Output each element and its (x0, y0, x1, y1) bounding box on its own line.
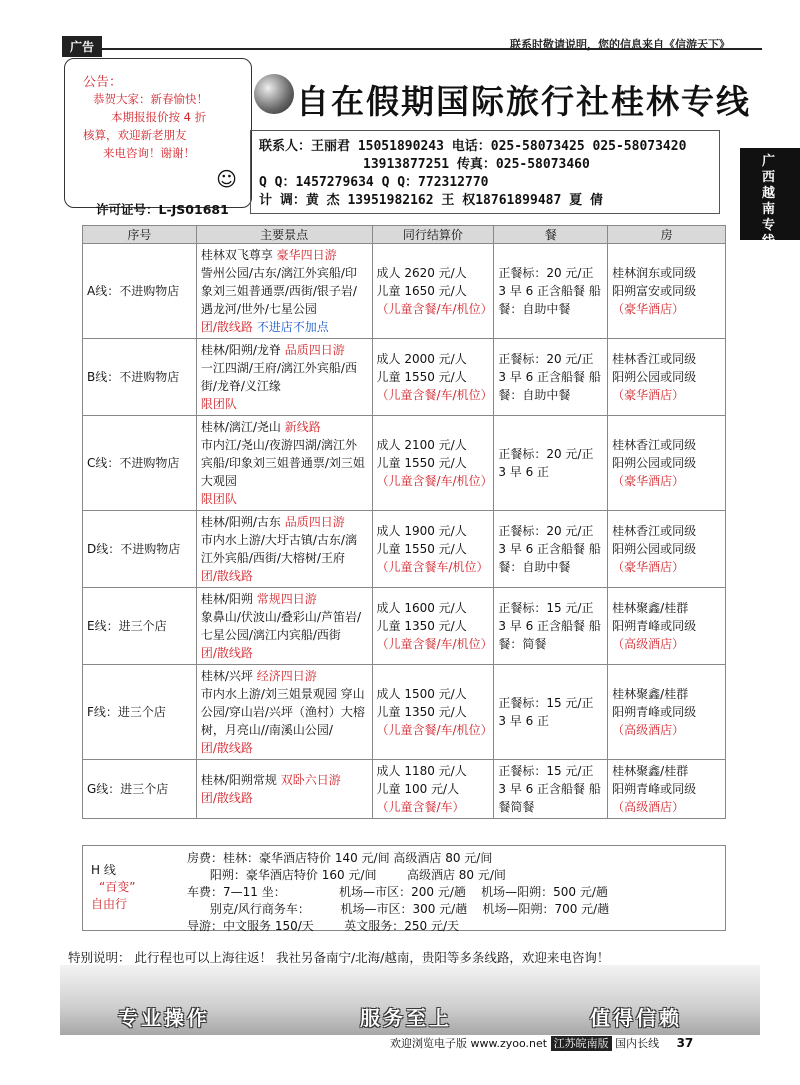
room-guilin: 桂林聚鑫/桂群 (612, 601, 689, 615)
price-note: （儿童含餐/车/机位） (376, 388, 493, 402)
agency-title: 自在假期国际旅行社桂林专线 (296, 83, 751, 120)
price-note: （儿童含餐/车/机位） (376, 302, 493, 316)
table-row (83, 665, 726, 760)
room-grade: （高级酒店） (612, 723, 685, 737)
slogan: 服务至上 (360, 1006, 452, 1030)
room-guilin: 桂林聚鑫/桂群 (612, 764, 689, 778)
spots-tag: 新线路 (284, 420, 321, 434)
route-price (372, 665, 494, 760)
route-meal (494, 339, 608, 416)
route-price (372, 760, 494, 819)
spots-tail: 团/散线路 (200, 320, 253, 334)
notice-line: 来电咨询！谢谢！ (103, 146, 195, 160)
route-line (83, 588, 197, 665)
price-child: 儿童 1350 元/人 (376, 619, 467, 633)
price-adult: 成人 1180 元/人 (376, 764, 467, 778)
h-line-type: 自由行 (91, 897, 128, 911)
contact-box (250, 130, 720, 214)
h-line-tag: “百变” (99, 880, 136, 894)
room-yangshuo: 阳朔青峰或同级 (612, 619, 697, 633)
contact-row: 13913877251 传真：025-58073460 (363, 157, 590, 172)
spots-body: 市内江/尧山/夜游四湖/漓江外宾船/印象刘三姐普通票/刘三姐大观园 (200, 438, 365, 488)
header-cell: 同行结算价 (372, 226, 494, 244)
room-guilin: 桂林聚鑫/桂群 (612, 687, 689, 701)
contact-row: Q Q：1457279634 Q Q：772312770 (259, 175, 489, 190)
spots-tail: 团/散线路 (200, 791, 253, 805)
route-spots (196, 760, 372, 819)
table-header-row (83, 226, 726, 244)
price-child: 儿童 1550 元/人 (376, 456, 467, 470)
room-grade: （豪华酒店） (612, 388, 685, 402)
h-line-item: 房费：桂林：豪华酒店特价 140 元/间 高级酒店 80 元/间 (187, 851, 493, 865)
route-line (83, 416, 197, 511)
h-line-item: 车费：7—11 坐： 机场—市区：200 元/趟 机场—阳朔：500 元/趟 (187, 885, 608, 899)
route-spots (196, 588, 372, 665)
table-row (83, 244, 726, 339)
route-line (83, 339, 197, 416)
notice-line: 本期报报价按 4 折 (111, 110, 207, 124)
notice-scroll (64, 58, 252, 208)
meal-text: 正餐标：20 元/正 3 早 6 正含船餐 船餐：自助中餐 (498, 266, 601, 316)
notice-title: 公告： (83, 75, 123, 90)
route-price (372, 339, 494, 416)
route-room (608, 339, 726, 416)
spots-title: 桂林/漓江/尧山 (200, 420, 281, 434)
spots-body: 市内水上游/大圩古镇/古东/漓江外宾船/西街/大榕树/王府 (200, 533, 357, 565)
price-adult: 成人 2000 元/人 (376, 352, 467, 366)
route-line-label: E线：进三个店 (87, 619, 167, 633)
notice-line: 恭贺大家：新春愉快！ (93, 92, 208, 106)
footer (390, 1035, 693, 1051)
route-meal (494, 760, 608, 819)
price-adult: 成人 1600 元/人 (376, 601, 467, 615)
spots-tag: 经济四日游 (256, 669, 317, 683)
spots-title: 桂林/阳朔 (200, 592, 253, 606)
spots-tail: 团/散线路 (200, 569, 253, 583)
price-adult: 成人 2100 元/人 (376, 438, 467, 452)
route-spots (196, 511, 372, 588)
license-number: 许可证号：L-JS01681 (96, 202, 229, 217)
footer-site: 欢迎浏览电子版 www.zyoo.net (390, 1037, 548, 1050)
meal-text: 正餐标：20 元/正 3 早 6 正 (498, 447, 594, 479)
spots-body: 訾州公园/古东/漓江外宾船/印象刘三姐普通票/西街/银子岩/遇龙河/世外/七星公园 (200, 266, 357, 316)
room-yangshuo: 阳朔公园或同级 (612, 542, 697, 556)
price-adult: 成人 2620 元/人 (376, 266, 467, 280)
route-room (608, 760, 726, 819)
spots-tag: 常规四日游 (256, 592, 317, 606)
routes-table (82, 225, 726, 819)
route-room (608, 244, 726, 339)
h-line-box (82, 845, 726, 931)
route-meal (494, 416, 608, 511)
h-line-item: 导游：中文服务 150/天 英文服务：250 元/天 (187, 919, 460, 933)
route-line-label: A线：不进购物店 (87, 284, 180, 298)
meal-text: 正餐标：15 元/正 3 早 6 正含船餐 船餐简餐 (498, 764, 601, 814)
h-line-label (91, 862, 171, 913)
route-price (372, 588, 494, 665)
room-yangshuo: 阳朔富安或同级 (612, 284, 697, 298)
table-row (83, 416, 726, 511)
route-spots (196, 339, 372, 416)
header-cell: 餐 (494, 226, 608, 244)
table-row (83, 511, 726, 588)
room-yangshuo: 阳朔青峰或同级 (612, 782, 697, 796)
route-line-label: B线：不进购物店 (87, 370, 180, 384)
route-room (608, 588, 726, 665)
route-line (83, 760, 197, 819)
contact-row: 联系人：王丽君 15051890243 电话：025-58073425 025-58073420 (259, 139, 687, 154)
price-child: 儿童 100 元/人 (376, 782, 460, 796)
room-guilin: 桂林香江或同级 (612, 524, 697, 538)
footer-section: 国内长线 (615, 1037, 660, 1050)
spots-tag: 豪华四日游 (276, 248, 337, 262)
route-line (83, 244, 197, 339)
route-spots (196, 665, 372, 760)
spots-title: 桂林双飞尊享 (200, 248, 273, 262)
room-yangshuo: 阳朔青峰或同级 (612, 705, 697, 719)
contact-row: 计 调：黄 杰 13951982162 王 权18761899487 夏 倩 (259, 193, 603, 208)
spots-body: 一江四湖/王府/漓江外宾船/西街/龙脊/义江缘 (200, 361, 357, 393)
h-line-item: 阳朔：豪华酒店特价 160 元/间 高级酒店 80 元/间 (187, 868, 506, 882)
route-price (372, 244, 494, 339)
spots-tag: 品质四日游 (284, 515, 345, 529)
room-guilin: 桂林香江或同级 (612, 438, 697, 452)
spots-title: 桂林/阳朔常规 (200, 773, 277, 787)
route-meal (494, 511, 608, 588)
table-row (83, 760, 726, 819)
price-note: （儿童含餐/车/机位） (376, 474, 493, 488)
route-line-label: C线：不进购物店 (87, 456, 180, 470)
route-room (608, 665, 726, 760)
spots-tag: 品质四日游 (284, 343, 345, 357)
room-guilin: 桂林润东或同级 (612, 266, 697, 280)
header-cell: 主要景点 (196, 226, 372, 244)
room-grade: （豪华酒店） (612, 302, 685, 316)
top-note: 联系时敬请说明，您的信息来自《信游天下》 (510, 38, 730, 51)
price-child: 儿童 1650 元/人 (376, 284, 467, 298)
globe-logo-icon (254, 74, 294, 114)
room-grade: （豪华酒店） (612, 474, 685, 488)
room-grade: （高级酒店） (612, 637, 685, 651)
route-price (372, 511, 494, 588)
spots-title: 桂林/阳朔/古东 (200, 515, 281, 529)
table-row (83, 588, 726, 665)
table-row (83, 339, 726, 416)
route-line-label: G线：进三个店 (87, 782, 169, 796)
route-meal (494, 244, 608, 339)
smiley-icon: ☺ (216, 167, 237, 191)
price-note: （儿童含餐车/机位） (376, 560, 489, 574)
spots-tail: 限团队 (200, 492, 237, 506)
price-child: 儿童 1550 元/人 (376, 542, 467, 556)
route-room (608, 511, 726, 588)
price-child: 儿童 1550 元/人 (376, 370, 467, 384)
special-note: 特别说明： 此行程也可以上海往返！ 我社另备南宁/北海/越南，贵阳等多条线路，欢迎来电咨询！ (68, 950, 610, 965)
meal-text: 正餐标：20 元/正 3 早 6 正含船餐 船餐：自助中餐 (498, 524, 601, 574)
h-line-item: 别克/风行商务车： 机场—市区：300 元/趟 机场—阳朔：700 元/趟 (187, 902, 610, 916)
room-guilin: 桂林香江或同级 (612, 352, 697, 366)
slogan: 值得信赖 (590, 1006, 682, 1030)
footer-brand: 江苏皖南版 (551, 1036, 612, 1051)
spots-tail: 团/散线路 (200, 741, 253, 755)
room-grade: （豪华酒店） (612, 560, 685, 574)
route-price (372, 416, 494, 511)
spots-body: 象鼻山/伏波山/叠彩山/芦笛岩/七星公园/漓江内宾船/西街 (200, 610, 362, 642)
header-cell: 序号 (83, 226, 197, 244)
spots-note: 不进店不加点 (256, 320, 329, 334)
route-meal (494, 665, 608, 760)
route-room (608, 416, 726, 511)
route-meal (494, 588, 608, 665)
price-adult: 成人 1900 元/人 (376, 524, 467, 538)
top-bar (0, 30, 800, 56)
room-yangshuo: 阳朔公园或同级 (612, 370, 697, 384)
spots-tail: 限团队 (200, 397, 237, 411)
h-line-content (187, 850, 609, 935)
spots-body: 市内水上游/刘三姐景观园 穿山公园/穿山岩/兴坪（渔村）大榕树，月亮山//南溪山公园/ (200, 687, 365, 737)
price-note: （儿童含餐/车/机位） (376, 723, 493, 737)
notice-line: 核算，欢迎新老朋友 (83, 128, 187, 142)
route-spots (196, 416, 372, 511)
spots-title: 桂林/兴坪 (200, 669, 253, 683)
meal-text: 正餐标：15 元/正 3 早 6 正含船餐 船餐：简餐 (498, 601, 601, 651)
price-child: 儿童 1350 元/人 (376, 705, 467, 719)
route-line-label: D线：不进购物店 (87, 542, 181, 556)
meal-text: 正餐标：15 元/正 3 早 6 正 (498, 696, 594, 728)
route-line (83, 511, 197, 588)
header-cell: 房 (608, 226, 726, 244)
route-line (83, 665, 197, 760)
route-spots (196, 244, 372, 339)
slogan: 专业操作 (118, 1006, 210, 1030)
price-adult: 成人 1500 元/人 (376, 687, 467, 701)
ad-tag: 广告 (62, 36, 102, 57)
route-line-label: F线：进三个店 (87, 705, 166, 719)
price-note: （儿童含餐/车/机位） (376, 637, 493, 651)
room-grade: （高级酒店） (612, 800, 685, 814)
meal-text: 正餐标：20 元/正 3 早 6 正含船餐 船餐：自助中餐 (498, 352, 601, 402)
price-note: （儿童含餐/车） (376, 800, 465, 814)
spots-tail: 团/散线路 (200, 646, 253, 660)
spots-title: 桂林/阳朔/龙脊 (200, 343, 281, 357)
page-number: 37 (676, 1036, 694, 1050)
h-line-name: H 线 (91, 863, 116, 877)
side-tab: 广西越南专线 (740, 148, 800, 240)
spots-tag: 双卧六日游 (280, 773, 341, 787)
room-yangshuo: 阳朔公园或同级 (612, 456, 697, 470)
